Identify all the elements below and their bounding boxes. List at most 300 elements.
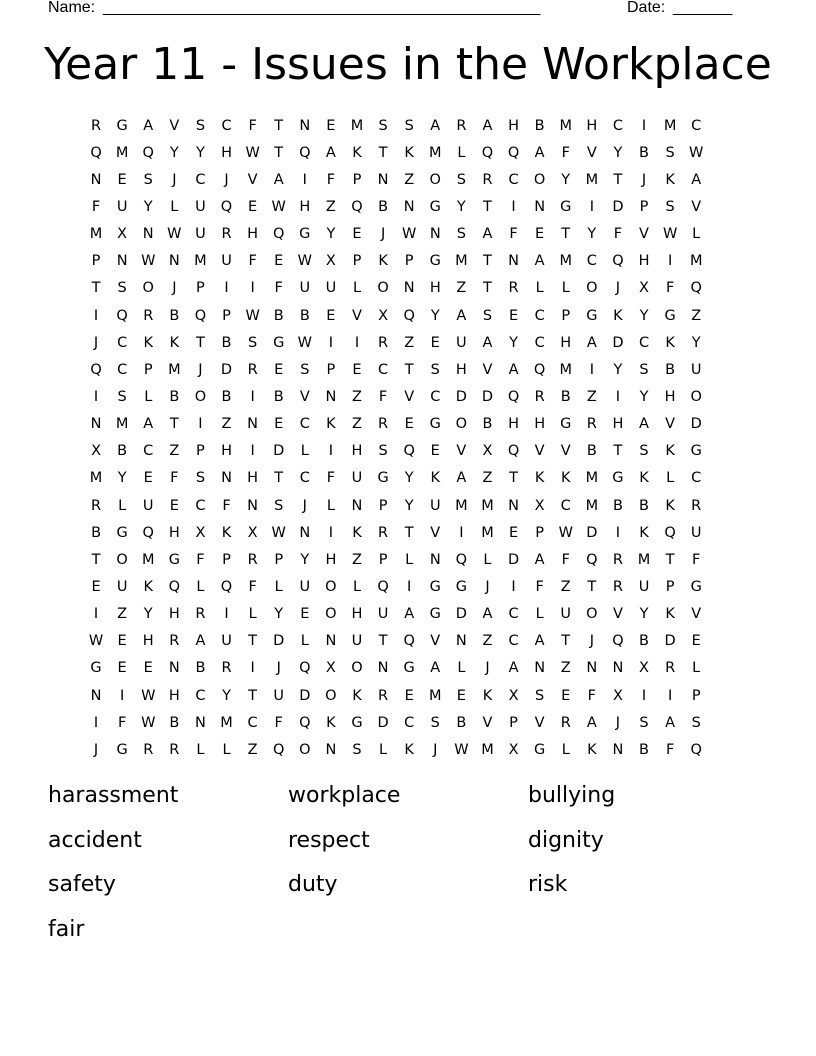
grid-letter[interactable]: B bbox=[456, 714, 467, 731]
grid-letter[interactable]: B bbox=[639, 497, 649, 514]
grid-letter[interactable]: U bbox=[325, 280, 337, 297]
grid-letter[interactable]: A bbox=[482, 334, 493, 351]
grid-letter[interactable]: R bbox=[378, 524, 389, 541]
grid-letter[interactable]: N bbox=[90, 687, 102, 704]
grid-letter[interactable]: B bbox=[665, 361, 676, 378]
grid-letter[interactable]: R bbox=[169, 633, 180, 650]
grid-letter[interactable]: D bbox=[507, 551, 520, 568]
grid-letter[interactable]: P bbox=[196, 443, 205, 460]
grid-letter[interactable]: L bbox=[196, 578, 205, 595]
grid-letter[interactable]: C bbox=[534, 307, 545, 324]
grid-letter[interactable]: L bbox=[457, 144, 466, 161]
grid-letter[interactable]: N bbox=[221, 470, 232, 487]
grid-letter[interactable]: X bbox=[325, 660, 336, 677]
grid-letter[interactable]: G bbox=[690, 578, 702, 595]
grid-letter[interactable]: K bbox=[534, 470, 545, 487]
grid-letter[interactable]: Q bbox=[142, 144, 154, 161]
grid-letter[interactable]: U bbox=[273, 687, 285, 704]
grid-letter[interactable]: H bbox=[612, 416, 624, 433]
grid-letter[interactable]: N bbox=[534, 660, 546, 677]
grid-letter[interactable]: Q bbox=[690, 741, 702, 758]
grid-letter[interactable]: N bbox=[299, 117, 311, 134]
name-field[interactable]: ____________________________________________________ bbox=[103, 0, 540, 16]
grid-letter[interactable]: K bbox=[378, 253, 388, 270]
grid-letter[interactable]: E bbox=[561, 687, 571, 704]
grid-letter[interactable]: Q bbox=[299, 660, 311, 677]
grid-letter[interactable]: U bbox=[638, 578, 650, 595]
grid-letter[interactable]: K bbox=[169, 334, 180, 351]
grid-letter[interactable]: E bbox=[143, 660, 153, 677]
grid-letter[interactable]: K bbox=[352, 144, 362, 161]
grid-letter[interactable]: R bbox=[534, 388, 545, 405]
grid-letter[interactable]: D bbox=[455, 606, 467, 623]
grid-letter[interactable]: K bbox=[352, 524, 362, 541]
grid-letter[interactable]: S bbox=[248, 334, 258, 351]
grid-letter[interactable]: R bbox=[378, 416, 389, 433]
grid-letter[interactable]: Z bbox=[352, 551, 362, 568]
grid-letter[interactable]: G bbox=[560, 198, 572, 215]
grid-letter[interactable]: V bbox=[691, 606, 702, 623]
grid-letter[interactable]: T bbox=[195, 334, 205, 351]
grid-letter[interactable]: J bbox=[198, 361, 203, 378]
grid-letter[interactable]: C bbox=[508, 633, 519, 650]
grid-letter[interactable]: N bbox=[403, 198, 415, 215]
grid-letter[interactable]: O bbox=[325, 606, 337, 623]
grid-letter[interactable]: M bbox=[585, 497, 599, 514]
grid-letter[interactable]: E bbox=[352, 226, 362, 243]
grid-letter[interactable]: Y bbox=[430, 307, 440, 324]
grid-letter[interactable]: I bbox=[615, 388, 621, 405]
grid-letter[interactable]: W bbox=[662, 226, 678, 243]
grid-letter[interactable]: G bbox=[351, 714, 363, 731]
grid-letter[interactable]: S bbox=[300, 361, 310, 378]
grid-letter[interactable]: N bbox=[168, 253, 180, 270]
grid-letter[interactable]: M bbox=[585, 171, 599, 188]
grid-letter[interactable]: J bbox=[276, 660, 281, 677]
grid-letter[interactable]: H bbox=[168, 524, 180, 541]
grid-letter[interactable]: S bbox=[143, 171, 153, 188]
grid-letter[interactable]: M bbox=[429, 687, 442, 704]
grid-letter[interactable]: E bbox=[326, 117, 336, 134]
grid-letter[interactable]: L bbox=[196, 741, 205, 758]
grid-letter[interactable]: W bbox=[245, 144, 260, 161]
grid-letter[interactable]: K bbox=[639, 524, 649, 541]
grid-letter[interactable]: G bbox=[299, 226, 311, 243]
grid-letter[interactable]: H bbox=[455, 361, 467, 378]
grid-letter[interactable]: W bbox=[689, 144, 704, 161]
grid-letter[interactable]: O bbox=[455, 416, 468, 433]
grid-letter[interactable]: T bbox=[483, 280, 492, 297]
grid-letter[interactable]: Z bbox=[117, 606, 128, 623]
grid-letter[interactable]: Q bbox=[142, 524, 154, 541]
grid-letter[interactable]: D bbox=[612, 334, 624, 351]
grid-letter[interactable]: H bbox=[299, 198, 311, 215]
grid-letter[interactable]: H bbox=[221, 443, 232, 460]
grid-letter[interactable]: V bbox=[169, 117, 180, 134]
grid-letter[interactable]: I bbox=[589, 198, 594, 215]
grid-letter[interactable]: X bbox=[247, 524, 258, 541]
grid-letter[interactable]: L bbox=[535, 280, 544, 297]
grid-letter[interactable]: V bbox=[352, 307, 362, 324]
grid-letter[interactable]: N bbox=[194, 714, 206, 731]
grid-letter[interactable]: T bbox=[274, 470, 284, 487]
grid-letter[interactable]: Y bbox=[639, 606, 649, 623]
grid-letter[interactable]: S bbox=[691, 714, 701, 731]
grid-letter[interactable]: I bbox=[224, 280, 229, 297]
grid-letter[interactable]: L bbox=[144, 388, 153, 405]
grid-letter[interactable]: H bbox=[534, 416, 546, 433]
grid-letter[interactable]: M bbox=[559, 117, 572, 134]
grid-letter[interactable]: Z bbox=[560, 660, 571, 677]
grid-letter[interactable]: D bbox=[299, 687, 311, 704]
grid-letter[interactable]: X bbox=[482, 443, 493, 460]
grid-letter[interactable]: H bbox=[325, 551, 337, 568]
grid-letter[interactable]: J bbox=[641, 171, 647, 188]
grid-letter[interactable]: K bbox=[143, 578, 153, 595]
grid-letter[interactable]: A bbox=[143, 416, 154, 433]
grid-letter[interactable]: N bbox=[455, 633, 467, 650]
grid-letter[interactable]: M bbox=[194, 253, 207, 270]
grid-letter[interactable]: A bbox=[508, 660, 519, 677]
grid-letter[interactable]: Y bbox=[691, 334, 701, 351]
grid-letter[interactable]: O bbox=[586, 606, 598, 623]
grid-letter[interactable]: Z bbox=[586, 388, 597, 405]
grid-letter[interactable]: F bbox=[326, 171, 336, 188]
grid-letter[interactable]: N bbox=[508, 253, 519, 270]
grid-letter[interactable]: T bbox=[91, 280, 101, 297]
grid-letter[interactable]: Q bbox=[507, 388, 520, 405]
grid-letter[interactable]: B bbox=[169, 714, 180, 731]
grid-letter[interactable]: B bbox=[586, 443, 597, 460]
grid-letter[interactable]: T bbox=[274, 144, 284, 161]
grid-letter[interactable]: S bbox=[274, 497, 284, 514]
grid-letter[interactable]: H bbox=[586, 117, 598, 134]
grid-letter[interactable]: Z bbox=[482, 633, 493, 650]
grid-letter[interactable]: B bbox=[378, 198, 389, 215]
grid-letter[interactable]: G bbox=[429, 416, 441, 433]
grid-letter[interactable]: R bbox=[456, 117, 467, 134]
grid-letter[interactable]: S bbox=[352, 741, 362, 758]
grid-letter[interactable]: E bbox=[535, 226, 545, 243]
grid-letter[interactable]: C bbox=[534, 334, 545, 351]
grid-letter[interactable]: H bbox=[508, 416, 519, 433]
grid-letter[interactable]: M bbox=[689, 253, 703, 270]
grid-letter[interactable]: C bbox=[299, 470, 310, 487]
grid-letter[interactable]: Q bbox=[533, 361, 546, 378]
grid-letter[interactable]: V bbox=[430, 524, 441, 541]
grid-letter[interactable]: Y bbox=[143, 606, 153, 623]
grid-letter[interactable]: B bbox=[482, 416, 493, 433]
grid-letter[interactable]: B bbox=[169, 388, 180, 405]
grid-letter[interactable]: N bbox=[612, 660, 624, 677]
grid-letter[interactable]: H bbox=[168, 687, 180, 704]
grid-letter[interactable]: W bbox=[271, 198, 286, 215]
grid-letter[interactable]: C bbox=[378, 361, 389, 378]
grid-letter[interactable]: Q bbox=[612, 253, 624, 270]
grid-letter[interactable]: X bbox=[639, 660, 649, 677]
grid-letter[interactable]: F bbox=[692, 551, 701, 568]
grid-letter[interactable]: K bbox=[352, 687, 362, 704]
grid-letter[interactable]: Q bbox=[377, 578, 389, 595]
grid-letter[interactable]: O bbox=[690, 388, 702, 405]
grid-letter[interactable]: G bbox=[429, 253, 441, 270]
grid-letter[interactable]: P bbox=[222, 551, 231, 568]
grid-letter[interactable]: M bbox=[481, 741, 494, 758]
grid-letter[interactable]: A bbox=[665, 714, 676, 731]
grid-letter[interactable]: Q bbox=[299, 144, 311, 161]
grid-letter[interactable]: T bbox=[483, 198, 492, 215]
grid-letter[interactable]: Z bbox=[352, 416, 362, 433]
grid-letter[interactable]: Z bbox=[560, 578, 571, 595]
grid-letter[interactable]: B bbox=[221, 388, 232, 405]
grid-letter[interactable]: S bbox=[639, 443, 649, 460]
grid-letter[interactable]: C bbox=[638, 334, 650, 351]
grid-letter[interactable]: Y bbox=[587, 226, 597, 243]
grid-letter[interactable]: Y bbox=[639, 307, 649, 324]
grid-letter[interactable]: K bbox=[143, 334, 153, 351]
grid-letter[interactable]: R bbox=[143, 741, 154, 758]
grid-letter[interactable]: G bbox=[429, 198, 441, 215]
grid-letter[interactable]: X bbox=[195, 524, 206, 541]
grid-letter[interactable]: R bbox=[560, 714, 571, 731]
grid-letter[interactable]: R bbox=[378, 687, 389, 704]
grid-letter[interactable]: I bbox=[198, 416, 203, 433]
grid-letter[interactable]: S bbox=[430, 361, 440, 378]
grid-letter[interactable]: U bbox=[195, 198, 206, 215]
grid-letter[interactable]: I bbox=[93, 714, 99, 731]
grid-letter[interactable]: M bbox=[663, 117, 677, 134]
grid-letter[interactable]: K bbox=[665, 606, 675, 623]
grid-letter[interactable]: C bbox=[691, 470, 702, 487]
grid-letter[interactable]: A bbox=[586, 714, 597, 731]
grid-letter[interactable]: P bbox=[91, 253, 101, 270]
grid-letter[interactable]: I bbox=[615, 524, 621, 541]
grid-letter[interactable]: H bbox=[247, 226, 259, 243]
grid-letter[interactable]: M bbox=[637, 551, 651, 568]
grid-letter[interactable]: V bbox=[534, 714, 545, 731]
grid-letter[interactable]: Q bbox=[220, 198, 233, 215]
grid-letter[interactable]: N bbox=[403, 280, 415, 297]
grid-letter[interactable]: B bbox=[639, 741, 649, 758]
grid-letter[interactable]: D bbox=[481, 388, 494, 405]
grid-letter[interactable]: G bbox=[429, 578, 441, 595]
grid-letter[interactable]: C bbox=[195, 497, 206, 514]
grid-letter[interactable]: S bbox=[404, 117, 414, 134]
grid-letter[interactable]: C bbox=[691, 117, 702, 134]
grid-letter[interactable]: Z bbox=[404, 334, 415, 351]
grid-letter[interactable]: N bbox=[429, 551, 441, 568]
grid-letter[interactable]: G bbox=[586, 307, 598, 324]
grid-letter[interactable]: L bbox=[274, 578, 283, 595]
grid-letter[interactable]: C bbox=[299, 416, 310, 433]
grid-letter[interactable]: I bbox=[93, 388, 99, 405]
grid-letter[interactable]: Q bbox=[586, 551, 598, 568]
grid-letter[interactable]: C bbox=[117, 334, 128, 351]
grid-letter[interactable]: X bbox=[534, 497, 545, 514]
grid-letter[interactable]: H bbox=[247, 470, 259, 487]
grid-letter[interactable]: S bbox=[195, 470, 206, 487]
grid-letter[interactable]: B bbox=[195, 660, 206, 677]
grid-letter[interactable]: A bbox=[639, 416, 649, 433]
grid-letter[interactable]: J bbox=[485, 660, 490, 677]
grid-letter[interactable]: Y bbox=[404, 470, 414, 487]
grid-letter[interactable]: G bbox=[116, 117, 128, 134]
grid-letter[interactable]: V bbox=[404, 388, 415, 405]
grid-letter[interactable]: D bbox=[273, 443, 285, 460]
grid-letter[interactable]: N bbox=[325, 388, 337, 405]
grid-letter[interactable]: E bbox=[300, 606, 310, 623]
grid-letter[interactable]: E bbox=[456, 687, 466, 704]
grid-letter[interactable]: Q bbox=[116, 307, 128, 324]
grid-letter[interactable]: J bbox=[172, 280, 177, 297]
grid-letter[interactable]: P bbox=[274, 551, 284, 568]
grid-letter[interactable]: E bbox=[326, 307, 336, 324]
grid-letter[interactable]: Y bbox=[639, 388, 649, 405]
grid-letter[interactable]: L bbox=[483, 551, 492, 568]
grid-letter[interactable]: H bbox=[351, 443, 363, 460]
grid-letter[interactable]: O bbox=[351, 660, 363, 677]
grid-letter[interactable]: P bbox=[404, 253, 414, 270]
grid-letter[interactable]: B bbox=[91, 524, 102, 541]
grid-letter[interactable]: S bbox=[117, 280, 127, 297]
grid-letter[interactable]: S bbox=[639, 714, 649, 731]
grid-letter[interactable]: O bbox=[116, 551, 128, 568]
grid-letter[interactable]: T bbox=[378, 633, 388, 650]
grid-letter[interactable]: N bbox=[116, 253, 128, 270]
grid-letter[interactable]: Q bbox=[612, 633, 624, 650]
grid-letter[interactable]: S bbox=[195, 117, 206, 134]
grid-letter[interactable]: Q bbox=[351, 198, 363, 215]
grid-letter[interactable]: X bbox=[508, 687, 519, 704]
grid-letter[interactable]: C bbox=[430, 388, 441, 405]
grid-letter[interactable]: B bbox=[639, 633, 649, 650]
grid-letter[interactable]: F bbox=[196, 551, 205, 568]
grid-letter[interactable]: A bbox=[534, 551, 545, 568]
grid-letter[interactable]: U bbox=[690, 524, 702, 541]
grid-letter[interactable]: V bbox=[534, 443, 545, 460]
grid-letter[interactable]: T bbox=[483, 253, 492, 270]
grid-letter[interactable]: R bbox=[691, 497, 702, 514]
grid-letter[interactable]: K bbox=[665, 334, 675, 351]
grid-letter[interactable]: T bbox=[613, 443, 623, 460]
grid-letter[interactable]: N bbox=[325, 741, 337, 758]
grid-letter[interactable]: Y bbox=[613, 144, 623, 161]
grid-letter[interactable]: D bbox=[586, 524, 598, 541]
grid-letter[interactable]: I bbox=[302, 171, 307, 188]
grid-letter[interactable]: V bbox=[430, 633, 441, 650]
grid-letter[interactable]: X bbox=[117, 226, 128, 243]
grid-letter[interactable]: R bbox=[169, 741, 180, 758]
grid-letter[interactable]: L bbox=[561, 741, 570, 758]
grid-letter[interactable]: A bbox=[430, 660, 441, 677]
grid-letter[interactable]: R bbox=[221, 660, 232, 677]
grid-letter[interactable]: C bbox=[612, 117, 623, 134]
grid-letter[interactable]: A bbox=[586, 334, 597, 351]
grid-letter[interactable]: L bbox=[692, 660, 701, 677]
grid-letter[interactable]: T bbox=[561, 633, 571, 650]
grid-letter[interactable]: R bbox=[247, 551, 258, 568]
grid-letter[interactable]: X bbox=[508, 741, 519, 758]
grid-letter[interactable]: Z bbox=[691, 307, 702, 324]
grid-letter[interactable]: T bbox=[274, 117, 284, 134]
grid-letter[interactable]: V bbox=[247, 171, 258, 188]
grid-letter[interactable]: W bbox=[141, 253, 156, 270]
grid-letter[interactable]: F bbox=[378, 388, 388, 405]
grid-letter[interactable]: C bbox=[404, 714, 415, 731]
grid-letter[interactable]: F bbox=[170, 470, 179, 487]
grid-letter[interactable]: K bbox=[221, 524, 232, 541]
grid-letter[interactable]: M bbox=[559, 253, 572, 270]
grid-letter[interactable]: O bbox=[299, 741, 311, 758]
grid-letter[interactable]: F bbox=[274, 280, 283, 297]
grid-letter[interactable]: Q bbox=[690, 280, 702, 297]
grid-letter[interactable]: A bbox=[430, 117, 441, 134]
grid-letter[interactable]: F bbox=[665, 280, 675, 297]
grid-letter[interactable]: Q bbox=[299, 714, 311, 731]
grid-letter[interactable]: P bbox=[352, 171, 362, 188]
grid-letter[interactable]: F bbox=[509, 226, 518, 243]
grid-letter[interactable]: X bbox=[378, 307, 389, 324]
grid-letter[interactable]: G bbox=[455, 578, 467, 595]
grid-letter[interactable]: Q bbox=[272, 741, 285, 758]
grid-letter[interactable]: X bbox=[325, 253, 336, 270]
grid-letter[interactable]: O bbox=[325, 578, 337, 595]
grid-letter[interactable]: A bbox=[143, 117, 154, 134]
grid-letter[interactable]: Q bbox=[481, 144, 494, 161]
grid-letter[interactable]: F bbox=[117, 714, 127, 731]
grid-letter[interactable]: K bbox=[430, 470, 441, 487]
grid-letter[interactable]: E bbox=[274, 416, 284, 433]
grid-letter[interactable]: I bbox=[93, 307, 99, 324]
grid-letter[interactable]: T bbox=[404, 361, 414, 378]
grid-letter[interactable]: T bbox=[378, 144, 388, 161]
grid-letter[interactable]: M bbox=[481, 524, 494, 541]
grid-letter[interactable]: R bbox=[665, 660, 676, 677]
grid-letter[interactable]: E bbox=[404, 416, 414, 433]
grid-letter[interactable]: I bbox=[328, 443, 334, 460]
grid-letter[interactable]: M bbox=[455, 253, 468, 270]
grid-letter[interactable]: P bbox=[378, 497, 388, 514]
grid-letter[interactable]: C bbox=[195, 687, 206, 704]
grid-letter[interactable]: A bbox=[273, 171, 284, 188]
grid-letter[interactable]: U bbox=[116, 198, 128, 215]
grid-letter[interactable]: M bbox=[168, 361, 181, 378]
grid-letter[interactable]: Z bbox=[221, 416, 232, 433]
grid-letter[interactable]: C bbox=[195, 171, 206, 188]
grid-letter[interactable]: L bbox=[352, 578, 362, 595]
grid-letter[interactable]: T bbox=[509, 470, 518, 487]
grid-letter[interactable]: N bbox=[168, 660, 180, 677]
grid-letter[interactable]: O bbox=[142, 280, 154, 297]
grid-letter[interactable]: C bbox=[143, 443, 154, 460]
grid-letter[interactable]: V bbox=[299, 388, 310, 405]
grid-letter[interactable]: O bbox=[429, 171, 441, 188]
grid-letter[interactable]: Y bbox=[274, 606, 284, 623]
grid-letter[interactable]: Z bbox=[169, 443, 180, 460]
grid-letter[interactable]: E bbox=[274, 361, 284, 378]
grid-letter[interactable]: W bbox=[88, 633, 104, 650]
grid-letter[interactable]: E bbox=[430, 334, 440, 351]
grid-letter[interactable]: R bbox=[195, 606, 206, 623]
grid-letter[interactable]: R bbox=[91, 497, 102, 514]
grid-letter[interactable]: Y bbox=[300, 551, 310, 568]
grid-letter[interactable]: G bbox=[560, 416, 572, 433]
grid-letter[interactable]: Z bbox=[456, 280, 467, 297]
grid-letter[interactable]: I bbox=[589, 361, 594, 378]
grid-letter[interactable]: A bbox=[195, 633, 206, 650]
grid-letter[interactable]: W bbox=[454, 741, 469, 758]
grid-letter[interactable]: N bbox=[586, 660, 598, 677]
